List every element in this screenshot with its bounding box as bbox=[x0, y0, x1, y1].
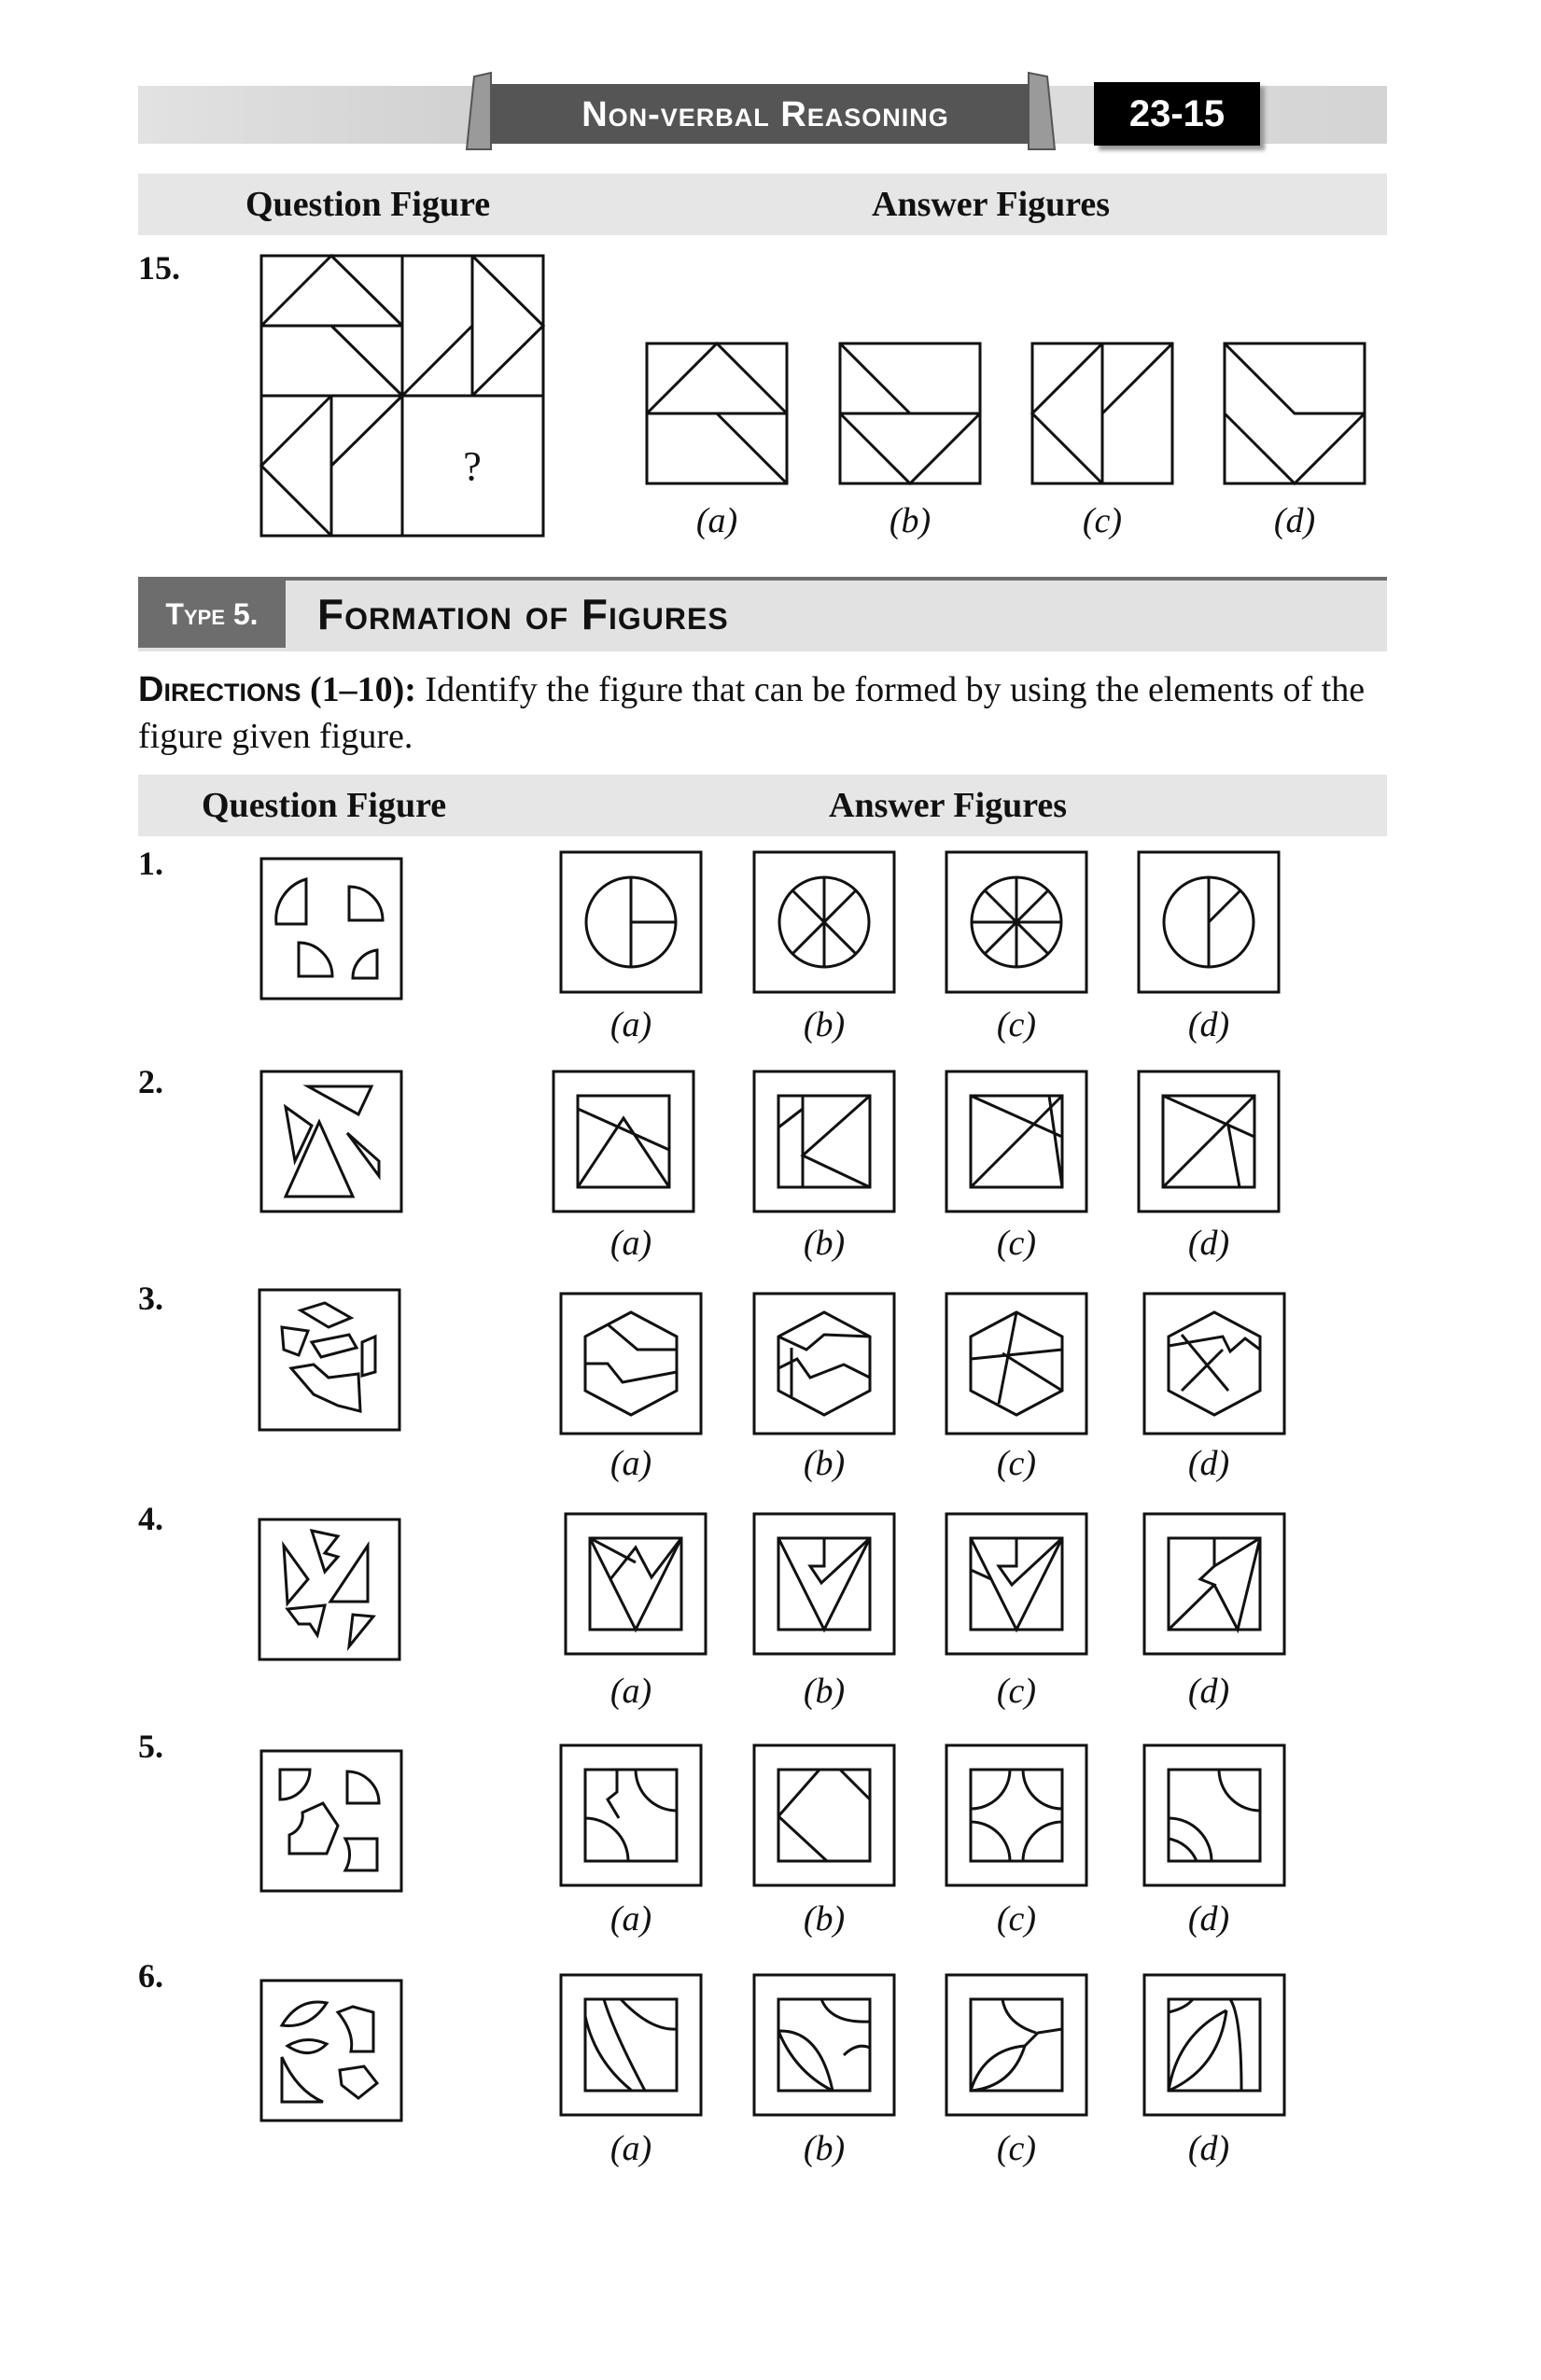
q2-option-b-label: (b) bbox=[803, 1224, 846, 1263]
q6-option-b-label: (b) bbox=[803, 2129, 846, 2168]
directions-range: (1–10): bbox=[309, 670, 416, 709]
question-number-1: 1. bbox=[138, 845, 163, 882]
type-title: Formation of Figures bbox=[317, 590, 729, 638]
q15-option-c-figure[interactable] bbox=[1032, 343, 1172, 483]
q1-option-d-label: (d) bbox=[1187, 1005, 1230, 1044]
q15-option-b-figure[interactable] bbox=[840, 343, 980, 483]
column-header-band-2 bbox=[138, 775, 1387, 836]
q4-option-c-label: (c) bbox=[996, 1672, 1037, 1711]
question-number-3: 3. bbox=[138, 1280, 163, 1317]
q3-option-a-figure[interactable] bbox=[561, 1294, 701, 1434]
q6-option-d-label: (d) bbox=[1187, 2129, 1230, 2168]
q15-question-figure bbox=[261, 256, 543, 536]
q1-question-figure bbox=[261, 859, 401, 999]
q5-option-c-label: (c) bbox=[996, 1899, 1037, 1939]
q5-option-a-label: (a) bbox=[609, 1899, 652, 1939]
q2-option-a-figure[interactable] bbox=[553, 1071, 693, 1211]
q15-option-c-label: (c) bbox=[1082, 501, 1123, 540]
q3-option-d-figure[interactable] bbox=[1144, 1294, 1284, 1434]
q3-option-d-label: (d) bbox=[1187, 1444, 1230, 1483]
q15-option-b-label: (b) bbox=[889, 501, 932, 540]
q3-option-c-label: (c) bbox=[996, 1444, 1037, 1483]
q1-option-b-label: (b) bbox=[803, 1005, 846, 1044]
q15-option-d-figure[interactable] bbox=[1225, 343, 1365, 483]
q4-question-figure bbox=[259, 1519, 399, 1659]
q1-option-b-figure[interactable] bbox=[754, 852, 894, 992]
question-number-2: 2. bbox=[138, 1063, 163, 1100]
q3-option-b-figure[interactable] bbox=[754, 1294, 894, 1434]
q6-question-figure bbox=[261, 1981, 401, 2121]
q6-option-b-figure[interactable] bbox=[754, 1975, 894, 2115]
question-number-15: 15. bbox=[138, 249, 180, 287]
q5-option-d-figure[interactable] bbox=[1144, 1745, 1284, 1885]
q4-option-d-label: (d) bbox=[1187, 1672, 1230, 1711]
q1-option-c-figure[interactable] bbox=[946, 852, 1086, 992]
directions-paragraph bbox=[138, 666, 1389, 760]
directions-label: Directions bbox=[138, 670, 301, 709]
q6-option-d-figure[interactable] bbox=[1144, 1975, 1284, 2115]
q1-option-a-label: (a) bbox=[609, 1005, 652, 1044]
answer-figures-label-2: Answer Figures bbox=[829, 786, 1068, 825]
q4-option-b-label: (b) bbox=[803, 1672, 846, 1711]
type-label: Type 5. bbox=[138, 581, 286, 648]
q5-option-a-figure[interactable] bbox=[561, 1745, 701, 1885]
question-figure-label: Question Figure bbox=[245, 185, 491, 224]
q4-option-b-figure[interactable] bbox=[754, 1514, 894, 1654]
page-number: 23-15 bbox=[1094, 82, 1260, 146]
q4-option-a-label: (a) bbox=[609, 1672, 652, 1711]
q2-option-a-label: (a) bbox=[609, 1224, 652, 1263]
q1-option-a-figure[interactable] bbox=[561, 852, 701, 992]
q3-question-figure bbox=[259, 1290, 399, 1430]
q3-option-c-figure[interactable] bbox=[946, 1294, 1086, 1434]
column-header-band bbox=[138, 174, 1387, 235]
q15-option-a-label: (a) bbox=[695, 501, 738, 540]
directions-text: Identify the figure that can be formed by using the elements of the figure given figure. bbox=[138, 670, 1366, 756]
q4-option-c-figure[interactable] bbox=[946, 1514, 1086, 1654]
q5-option-c-figure[interactable] bbox=[946, 1745, 1086, 1885]
q15-option-d-label: (d) bbox=[1273, 501, 1316, 540]
q6-option-a-figure[interactable] bbox=[561, 1975, 701, 2115]
q2-option-c-figure[interactable] bbox=[946, 1071, 1086, 1211]
q2-option-d-label: (d) bbox=[1187, 1224, 1230, 1263]
q1-option-c-label: (c) bbox=[996, 1005, 1037, 1044]
q2-option-c-label: (c) bbox=[996, 1224, 1037, 1263]
q6-option-a-label: (a) bbox=[609, 2129, 652, 2168]
q4-option-a-figure[interactable] bbox=[566, 1514, 706, 1654]
q5-option-b-figure[interactable] bbox=[754, 1745, 894, 1885]
answer-figures-label: Answer Figures bbox=[872, 185, 1111, 224]
q6-option-c-figure[interactable] bbox=[946, 1975, 1086, 2115]
q1-option-d-figure[interactable] bbox=[1139, 852, 1279, 992]
q2-option-d-figure[interactable] bbox=[1139, 1071, 1279, 1211]
q4-option-d-figure[interactable] bbox=[1144, 1514, 1284, 1654]
q5-option-d-label: (d) bbox=[1187, 1899, 1230, 1939]
missing-figure-symbol: ? bbox=[463, 443, 482, 489]
q3-option-a-label: (a) bbox=[609, 1444, 652, 1483]
question-figure-label-2: Question Figure bbox=[202, 786, 447, 825]
q6-option-c-label: (c) bbox=[996, 2129, 1037, 2168]
question-number-4: 4. bbox=[138, 1500, 163, 1537]
q15-option-a-figure[interactable] bbox=[647, 343, 787, 483]
q2-question-figure bbox=[261, 1071, 401, 1211]
q2-option-b-figure[interactable] bbox=[754, 1071, 894, 1211]
question-number-6: 6. bbox=[138, 1957, 163, 1995]
q5-option-b-label: (b) bbox=[803, 1899, 846, 1939]
section-title: Non-verbal Reasoning bbox=[581, 95, 949, 134]
question-number-5: 5. bbox=[138, 1728, 163, 1765]
q5-question-figure bbox=[261, 1751, 401, 1891]
q3-option-b-label: (b) bbox=[803, 1444, 846, 1483]
